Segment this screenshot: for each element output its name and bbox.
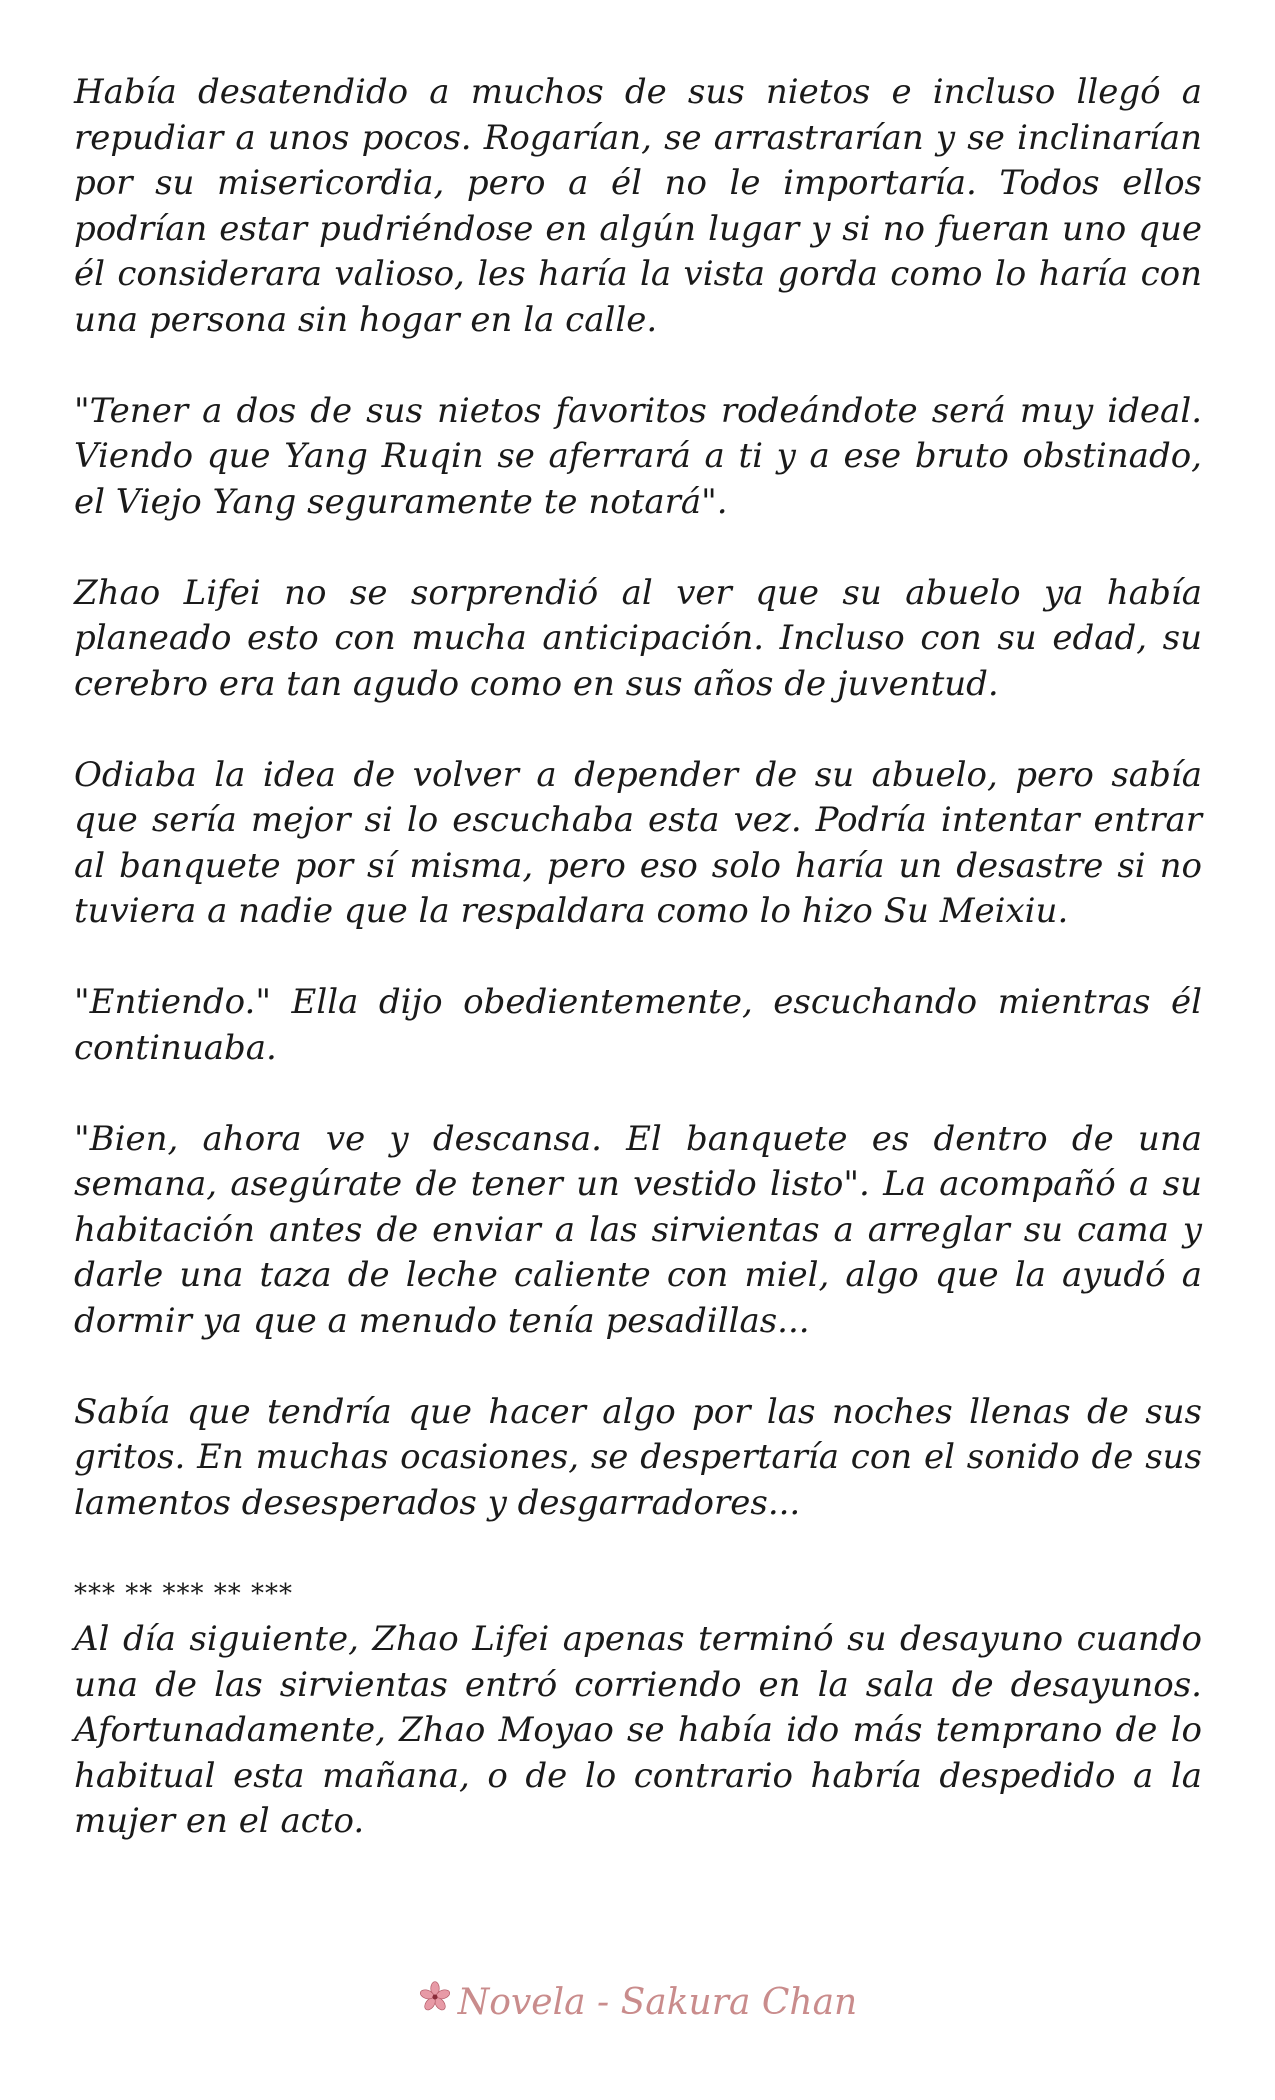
paragraph-7: Sabía que tendría que hacer algo por las noches llenas de sus gritos. En muchas ocasiones, se despertaría con el sonido de sus lamentos desesperados y desgarradores...	[74, 1391, 1202, 1523]
paragraph-3: Zhao Lifei no se sorprendió al ver que su abuelo ya había planeado esto con mucha anticipación. Incluso con su edad, su cerebro era tan agudo como en sus años de juventud.	[74, 572, 1202, 704]
paragraph-2: "Tener a dos de sus nietos favoritos rodeándote será muy ideal. Viendo que Yang Ruqin se aferrará a ti y a ese bruto obstinado, el Viejo Yang seguramente te notará".	[74, 390, 1202, 522]
watermark	[0, 1982, 1275, 2023]
watermark-text: Novela - Sakura Chan	[457, 1982, 858, 2023]
paragraph-8: Al día siguiente, Zhao Lifei apenas terminó su desayuno cuando una de las sirvientas entró corriendo en la sala de desayunos. Afortunadamente, Zhao Moyao se había ido más temprano de lo habitual esta mañana, o de lo contrario habría despedido a la mujer en el acto.	[74, 1619, 1202, 1841]
document-body	[74, 70, 1202, 1845]
paragraph-6: "Bien, ahora ve y descansa. El banquete es dentro de una semana, asegúrate de tener un vestido listo". La acompañó a su habitación antes de enviar a las sirvientas a arreglar su cama y darle una taza de leche caliente con miel, algo que la ayudó a dormir ya que a menudo tenía pesadillas...	[74, 1118, 1202, 1341]
paragraph-5: "Entiendo." Ella dijo obedientemente, escuchando mientras él continuaba.	[74, 982, 1202, 1068]
paragraph-1: Había desatendido a muchos de sus nietos e incluso llegó a repudiar a unos pocos. Rogarían, se arrastrarían y se inclinarían por su misericordia, pero a él no le importaría. Todos ellos podrían estar pudriéndose en algún lugar y si no fueran uno que él considerara valioso, les haría la vista gorda como lo haría con una persona sin hogar en la calle.	[74, 72, 1202, 340]
scene-separator: *** ** *** ** ***	[74, 1578, 294, 1609]
sakura-flower-icon	[418, 1982, 452, 2023]
paragraph-4: Odiaba la idea de volver a depender de su abuelo, pero sabía que sería mejor si lo escuchaba esta vez. Podría intentar entrar al banquete por sí misma, pero eso solo haría un desastre si no tuviera a nadie que la respaldara como lo hizo Su Meixiu.	[74, 754, 1202, 931]
